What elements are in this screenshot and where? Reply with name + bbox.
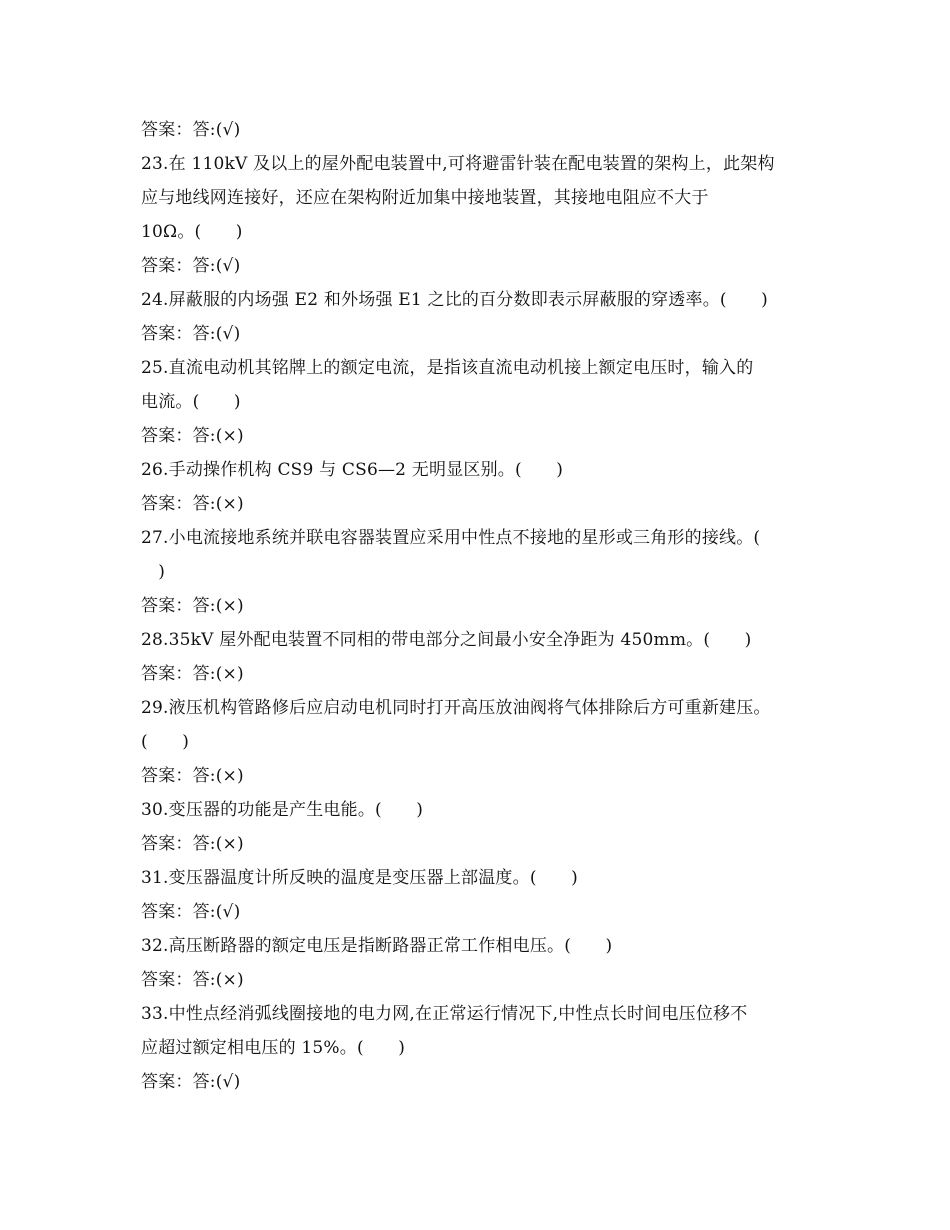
question-line: ) <box>141 562 166 582</box>
question-line: 10Ω。( ) <box>141 222 243 242</box>
question-line: ( ) <box>141 732 190 752</box>
answer-line: 答案：答:(×) <box>141 970 244 990</box>
answer-line: 答案：答:(√) <box>141 324 241 344</box>
question-line: 24.屏蔽服的内场强 E2 和外场强 E1 之比的百分数即表示屏蔽服的穿透率。( ) <box>141 290 768 310</box>
answer-line: 答案：答:(√) <box>141 120 241 140</box>
answer-line: 答案：答:(√) <box>141 902 241 922</box>
question-line: 30.变压器的功能是产生电能。( ) <box>141 800 424 820</box>
question-line: 29.液压机构管路修后应启动电机同时打开高压放油阀将气体排除后方可重新建压。 <box>141 698 771 718</box>
answer-line: 答案：答:(×) <box>141 596 244 616</box>
question-line: 33.中性点经消弧线圈接地的电力网,在正常运行情况下,中性点长时间电压位移不 <box>141 1004 748 1024</box>
answer-line: 答案：答:(×) <box>141 494 244 514</box>
answer-line: 答案：答:(×) <box>141 766 244 786</box>
answer-line: 答案：答:(×) <box>141 834 244 854</box>
answer-line: 答案：答:(√) <box>141 1072 241 1092</box>
question-line: 28.35kV 屋外配电装置不同相的带电部分之间最小安全净距为 450mm。( ) <box>141 630 752 650</box>
question-line: 31.变压器温度计所反映的温度是变压器上部温度。( ) <box>141 868 578 888</box>
question-line: 25.直流电动机其铭牌上的额定电流，是指该直流电动机接上额定电压时，输入的 <box>141 358 754 378</box>
document-body <box>141 113 831 1099</box>
question-line: 27.小电流接地系统并联电容器装置应采用中性点不接地的星形或三角形的接线。( <box>141 528 761 548</box>
question-line: 26.手动操作机构 CS9 与 CS6—2 无明显区别。( ) <box>141 460 564 480</box>
answer-line: 答案：答:(×) <box>141 426 244 446</box>
question-line: 应超过额定相电压的 15%。( ) <box>141 1038 406 1058</box>
answer-line: 答案：答:(√) <box>141 256 241 276</box>
question-line: 应与地线网连接好，还应在架构附近加集中接地装置，其接地电阻应不大于 <box>141 188 709 208</box>
answer-line: 答案：答:(×) <box>141 664 244 684</box>
question-line: 32.高压断路器的额定电压是指断路器正常工作相电压。( ) <box>141 936 613 956</box>
question-line: 电流。( ) <box>141 392 241 412</box>
question-line: 23.在 110kV 及以上的屋外配电装置中,可将避雷针装在配电装置的架构上，此架构 <box>141 154 775 174</box>
